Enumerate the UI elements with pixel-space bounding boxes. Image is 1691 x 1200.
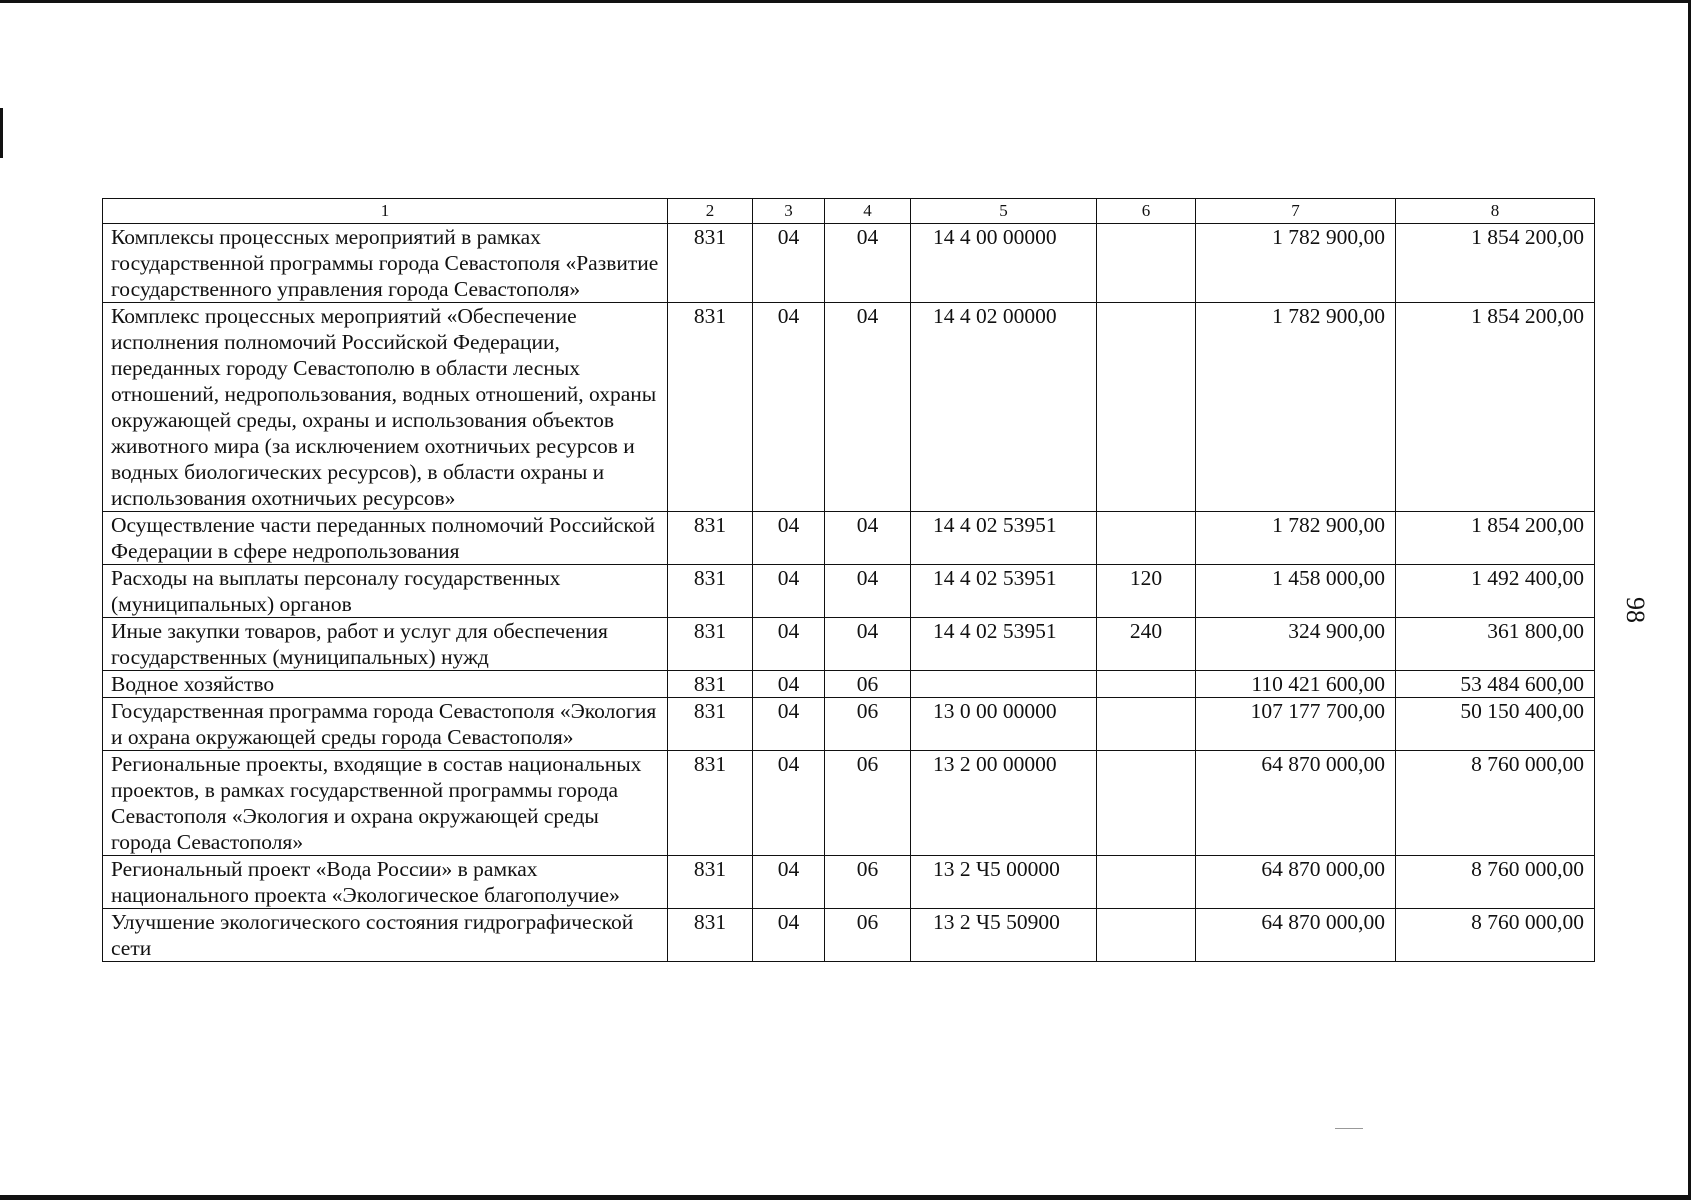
cell-amount-year1: 107 177 700,00 (1196, 698, 1396, 751)
cell-amount-year1: 110 421 600,00 (1196, 671, 1396, 698)
cell-amount-year2: 1 854 200,00 (1396, 224, 1595, 303)
cell-amount-year2: 361 800,00 (1396, 618, 1595, 671)
cell-target-article: 13 2 00 00000 (911, 751, 1097, 856)
cell-amount-year1: 1 458 000,00 (1196, 565, 1396, 618)
cell-expense-type (1097, 909, 1196, 962)
cell-grbs: 831 (668, 303, 753, 512)
cell-grbs: 831 (668, 856, 753, 909)
table-row (103, 303, 1595, 512)
table-header-row (103, 199, 1595, 224)
scan-edge-left (0, 108, 3, 158)
cell-name: Государственная программа города Севастополя «Экология и охрана окружающей среды города Севастополя» (103, 698, 668, 751)
cell-subsection: 06 (825, 671, 911, 698)
cell-amount-year2: 1 492 400,00 (1396, 565, 1595, 618)
cell-section: 04 (753, 303, 825, 512)
table-row (103, 698, 1595, 751)
cell-grbs: 831 (668, 618, 753, 671)
footer-mark (1335, 1128, 1363, 1129)
cell-subsection: 04 (825, 618, 911, 671)
header-col-8: 8 (1396, 199, 1595, 224)
cell-name: Комплексы процессных мероприятий в рамках государственной программы города Севастополя «Развитие государственного управления города Севастополя» (103, 224, 668, 303)
cell-expense-type (1097, 671, 1196, 698)
header-col-2: 2 (668, 199, 753, 224)
cell-expense-type (1097, 303, 1196, 512)
cell-amount-year1: 64 870 000,00 (1196, 856, 1396, 909)
cell-expense-type (1097, 751, 1196, 856)
scan-edge-bottom (0, 1195, 1691, 1200)
cell-subsection: 04 (825, 303, 911, 512)
cell-expense-type: 120 (1097, 565, 1196, 618)
header-col-4: 4 (825, 199, 911, 224)
cell-target-article: 14 4 00 00000 (911, 224, 1097, 303)
cell-amount-year2: 8 760 000,00 (1396, 751, 1595, 856)
cell-expense-type (1097, 512, 1196, 565)
cell-subsection: 04 (825, 224, 911, 303)
cell-grbs: 831 (668, 565, 753, 618)
cell-amount-year2: 8 760 000,00 (1396, 909, 1595, 962)
cell-target-article: 14 4 02 00000 (911, 303, 1097, 512)
cell-amount-year1: 324 900,00 (1196, 618, 1396, 671)
cell-amount-year1: 64 870 000,00 (1196, 909, 1396, 962)
cell-section: 04 (753, 224, 825, 303)
cell-expense-type (1097, 698, 1196, 751)
table-row (103, 512, 1595, 565)
cell-section: 04 (753, 909, 825, 962)
cell-section: 04 (753, 751, 825, 856)
cell-subsection: 06 (825, 856, 911, 909)
cell-subsection: 06 (825, 698, 911, 751)
cell-name: Региональный проект «Вода России» в рамках национального проекта «Экологическое благополучие» (103, 856, 668, 909)
table-row (103, 909, 1595, 962)
cell-subsection: 06 (825, 909, 911, 962)
cell-subsection: 04 (825, 512, 911, 565)
cell-target-article: 13 2 Ч5 50900 (911, 909, 1097, 962)
table-row (103, 224, 1595, 303)
cell-target-article: 14 4 02 53951 (911, 618, 1097, 671)
table-row (103, 856, 1595, 909)
page-number: 98 (1621, 597, 1650, 623)
cell-name: Расходы на выплаты персоналу государственных (муниципальных) органов (103, 565, 668, 618)
header-col-5: 5 (911, 199, 1097, 224)
cell-subsection: 06 (825, 751, 911, 856)
table-row (103, 565, 1595, 618)
cell-name: Иные закупки товаров, работ и услуг для обеспечения государственных (муниципальных) нужд (103, 618, 668, 671)
cell-grbs: 831 (668, 224, 753, 303)
cell-amount-year2: 50 150 400,00 (1396, 698, 1595, 751)
cell-section: 04 (753, 698, 825, 751)
cell-target-article (911, 671, 1097, 698)
table-row (103, 618, 1595, 671)
cell-section: 04 (753, 565, 825, 618)
cell-name: Улучшение экологического состояния гидрографической сети (103, 909, 668, 962)
cell-amount-year2: 53 484 600,00 (1396, 671, 1595, 698)
cell-grbs: 831 (668, 751, 753, 856)
cell-grbs: 831 (668, 698, 753, 751)
cell-subsection: 04 (825, 565, 911, 618)
cell-amount-year1: 1 782 900,00 (1196, 303, 1396, 512)
cell-section: 04 (753, 618, 825, 671)
cell-target-article: 13 2 Ч5 00000 (911, 856, 1097, 909)
cell-section: 04 (753, 512, 825, 565)
cell-amount-year1: 1 782 900,00 (1196, 512, 1396, 565)
cell-target-article: 13 0 00 00000 (911, 698, 1097, 751)
cell-amount-year2: 8 760 000,00 (1396, 856, 1595, 909)
cell-amount-year2: 1 854 200,00 (1396, 512, 1595, 565)
table-row (103, 671, 1595, 698)
header-col-3: 3 (753, 199, 825, 224)
cell-grbs: 831 (668, 909, 753, 962)
header-col-6: 6 (1097, 199, 1196, 224)
cell-expense-type: 240 (1097, 618, 1196, 671)
cell-target-article: 14 4 02 53951 (911, 512, 1097, 565)
scan-edge-top (0, 0, 1691, 3)
header-col-1: 1 (103, 199, 668, 224)
table-row (103, 751, 1595, 856)
cell-grbs: 831 (668, 671, 753, 698)
cell-amount-year1: 1 782 900,00 (1196, 224, 1396, 303)
cell-name: Водное хозяйство (103, 671, 668, 698)
cell-target-article: 14 4 02 53951 (911, 565, 1097, 618)
header-col-7: 7 (1196, 199, 1396, 224)
cell-amount-year1: 64 870 000,00 (1196, 751, 1396, 856)
cell-expense-type (1097, 224, 1196, 303)
cell-amount-year2: 1 854 200,00 (1396, 303, 1595, 512)
cell-name: Осуществление части переданных полномочий Российской Федерации в сфере недропользования (103, 512, 668, 565)
cell-expense-type (1097, 856, 1196, 909)
cell-section: 04 (753, 671, 825, 698)
cell-name: Региональные проекты, входящие в состав национальных проектов, в рамках государственной программы города Севастополя «Экология и охрана окружающей среды города Севастополя» (103, 751, 668, 856)
cell-grbs: 831 (668, 512, 753, 565)
cell-section: 04 (753, 856, 825, 909)
cell-name: Комплекс процессных мероприятий «Обеспечение исполнения полномочий Российской Федерации, переданных городу Севастополю в области лесных отношений, недропользования, водных отношений, охраны окружающей среды, охраны и использования объектов животного мира (за исключением охотничьих ресурсов и водных биологических ресурсов), в области охраны и использования охотничьих ресурсов» (103, 303, 668, 512)
budget-table (102, 198, 1595, 962)
